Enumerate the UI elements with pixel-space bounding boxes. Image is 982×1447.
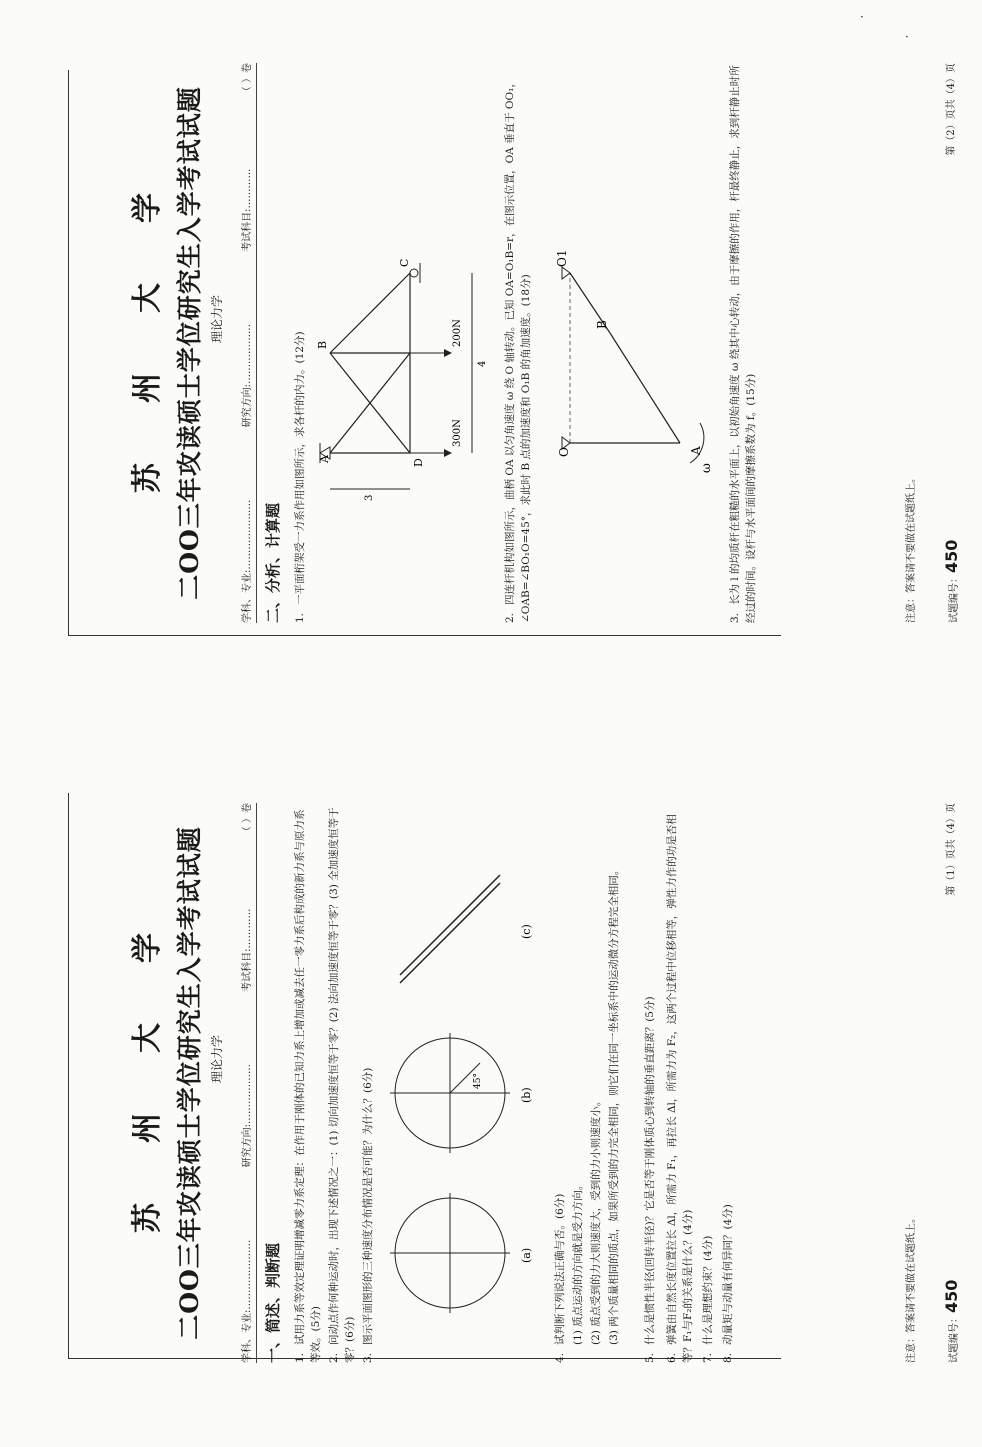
subject: 理论力学: [210, 294, 224, 343]
exam-title: 二OO三年攻读硕士学位研究生入学考试试题: [175, 826, 204, 1340]
omega-label: ω: [699, 463, 713, 473]
question-4-2: (2) 质点受到的力大则速度大，受到的力小则速度小。: [590, 1095, 602, 1345]
question-2: 2.四连杆机构如图所示，曲柄 OA 以匀角速度 ω 绕 O 轴转动。已知 OA=O₁B=r，在图示位置，OA 垂直于 OO₁，∠OAB=∠BO₁O=45°，求此时 B 点的加速度和 O₁B 的角加速度。(18分): [504, 77, 532, 623]
scan-speck: ·: [905, 30, 909, 44]
linkage-figure: [550, 223, 720, 483]
question-4-3: (3) 两个质量相同的质点，如果所受到的力完全相同，则它们在同一坐标系中的运动微分方程完全相同。: [608, 864, 620, 1345]
load-300: 300N: [452, 419, 463, 447]
truss-figure: [310, 223, 490, 503]
question-1: 1.一平面桁架受一力系作用如图所示，求各杆的内力。(12分): [294, 331, 306, 623]
footer-note: 注意：答案请不要做在试题纸上。: [906, 1213, 917, 1363]
question-7: 7.什么是理想约束？(4分): [702, 1235, 714, 1363]
college-label: 学科、专业:: [242, 569, 253, 623]
joint-c: C: [398, 258, 411, 267]
meta-row: 学科、专业:………………… 研究方向:……………… 考试科目:………… （ ）卷: [238, 63, 257, 623]
dim-4: 4: [477, 360, 488, 367]
exam-page-2: [0, 0, 961, 723]
section-title: 一、简述、判断题: [264, 1242, 282, 1363]
point-o: O: [557, 447, 571, 457]
school-name: 苏州大学: [130, 873, 165, 1233]
exam-code: 试题编号：450: [942, 1279, 961, 1363]
exam-code-label: 考试科目:: [242, 208, 253, 252]
fig-b-label: (b): [520, 1087, 533, 1103]
meta-row: 学科、专业:………………… 研究方向:……………… 考试科目:………… （ ）卷: [238, 803, 257, 1363]
question-4-1: (1) 质点运动的方向就是受力方向。: [572, 1179, 584, 1345]
question-3: 3.长为 l 的均质杆在粗糙的水平面上，以初始角速度 ω 绕其中心转动，由于摩擦的作用，杆最终静止，求到杆静止时所经过的时间。设杆与水平面间的摩擦系数为 f。(15分): [729, 65, 757, 623]
paper-paren: （ ）卷: [242, 63, 253, 97]
point-a: A: [689, 446, 703, 455]
fig-a-label: (a): [520, 1247, 533, 1263]
dim-3a: 3: [364, 494, 375, 501]
joint-a: A: [318, 455, 331, 463]
page-number: 第（2）页共（4）页: [946, 63, 957, 156]
scan-speck: ·: [860, 10, 864, 24]
question-5: 5.什么是惯性半径(回转半径)？它是否等于刚体质心到转轴的垂直距离？(5分): [644, 996, 656, 1363]
question-2: 2.问动点作何种运动时，出现下述情况之一：(1) 切向加速度恒等于零？(2) 法向加速度恒等于零？(3) 全加速度恒等于零？(6分): [328, 807, 356, 1363]
question-6: 6.弹簧由自然长度位置拉长 Δl，所需力 F₁，再拉长 Δl，所需力为 F₂，这两个过程中位移相等，弹性力作的功是否相等？F₁与F₂的关系是什么？(4分): [666, 814, 694, 1363]
velocity-figure: [380, 863, 540, 1323]
point-o1: O1: [555, 249, 569, 267]
subject: 理论力学: [210, 1034, 224, 1083]
direction-label: 研究方向:: [242, 1124, 253, 1168]
joint-d: D: [412, 458, 425, 467]
question-1: 1.试用力系等效定理证明增减零力系定理：在作用于刚体的已知力系上增加或减去任一零力系后构成的新力系与原力系等效。(5分): [294, 809, 322, 1363]
fig-c-label: (c): [520, 924, 533, 939]
footer-note: 注意：答案请不要做在试题纸上。: [906, 473, 917, 623]
question-8: 8.动量矩与动量有何异同？(4分): [722, 1204, 734, 1363]
joint-b: B: [316, 340, 329, 349]
school-name: 苏州大学: [130, 133, 165, 493]
exam-title: 二OO三年攻读硕士学位研究生入学考试试题: [175, 86, 204, 600]
section-title: 二、分析、计算题: [264, 502, 282, 623]
direction-label: 研究方向:: [242, 384, 253, 428]
paper-paren: （ ）卷: [242, 803, 253, 837]
load-200: 200N: [452, 319, 463, 347]
angle-label: 45°: [473, 1073, 483, 1089]
question-3: 3.图示平面图形的三种速度分布情况是否可能？为什么？(6分): [362, 1067, 374, 1363]
exam-page-1: [0, 723, 961, 1446]
college-label: 学科、专业:: [242, 1309, 253, 1363]
question-4: 4.试判断下列说法正确与否。(6分): [554, 1193, 566, 1363]
point-b: B: [595, 320, 609, 329]
exam-code: 试题编号：450: [942, 539, 961, 623]
exam-code-label: 考试科目:: [242, 948, 253, 992]
page-number: 第（1）页共（4）页: [946, 803, 957, 896]
